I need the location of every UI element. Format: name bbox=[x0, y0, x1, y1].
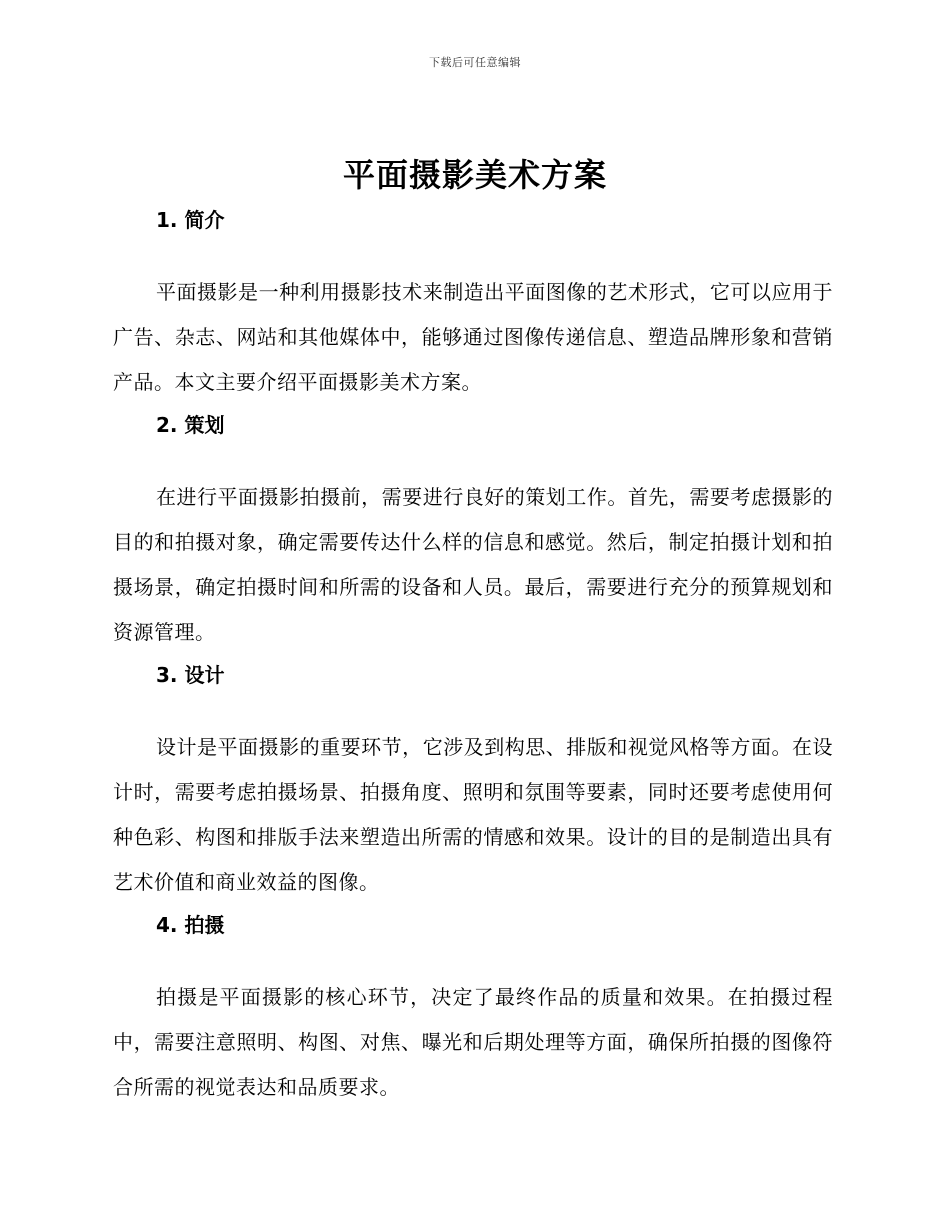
document-title: 平面摄影美术方案 bbox=[342, 156, 607, 194]
page-header: 下载后可任意编辑 bbox=[429, 56, 521, 69]
section-heading: 2. 策划 bbox=[156, 413, 225, 437]
section-heading: 3. 设计 bbox=[156, 663, 225, 687]
section-paragraph: 在进行平面摄影拍摄前，需要进行良好的策划工作。首先，需要考虑摄影的目的和拍摄对象，确定需要传达什么样的信息和感觉。然后，制定拍摄计划和拍摄场景，确定拍摄时间和所需的设备和人员。最后，需要进行充分的预算规划和资源管理。 bbox=[113, 485, 833, 644]
section-heading: 1. 简介 bbox=[156, 208, 225, 232]
section-paragraph: 拍摄是平面摄影的核心环节，决定了最终作品的质量和效果。在拍摄过程中，需要注意照明、构图、对焦、曝光和后期处理等方面，确保所拍摄的图像符合所需的视觉表达和品质要求。 bbox=[113, 985, 833, 1099]
section-design bbox=[113, 663, 833, 905]
section-paragraph: 设计是平面摄影的重要环节，它涉及到构思、排版和视觉风格等方面。在设计时，需要考虑拍摄场景、拍摄角度、照明和氛围等要素，同时还要考虑使用何种色彩、构图和排版手法来塑造出所需的情感和效果。设计的目的是制造出具有艺术价值和商业效益的图像。 bbox=[113, 735, 833, 894]
section-paragraph: 平面摄影是一种利用摄影技术来制造出平面图像的艺术形式，它可以应用于广告、杂志、网站和其他媒体中，能够通过图像传递信息、塑造品牌形象和营销产品。本文主要介绍平面摄影美术方案。 bbox=[113, 280, 833, 394]
section-heading: 4. 拍摄 bbox=[156, 913, 225, 937]
section-introduction bbox=[113, 208, 833, 405]
section-shooting bbox=[113, 913, 833, 1110]
section-planning bbox=[113, 413, 833, 655]
